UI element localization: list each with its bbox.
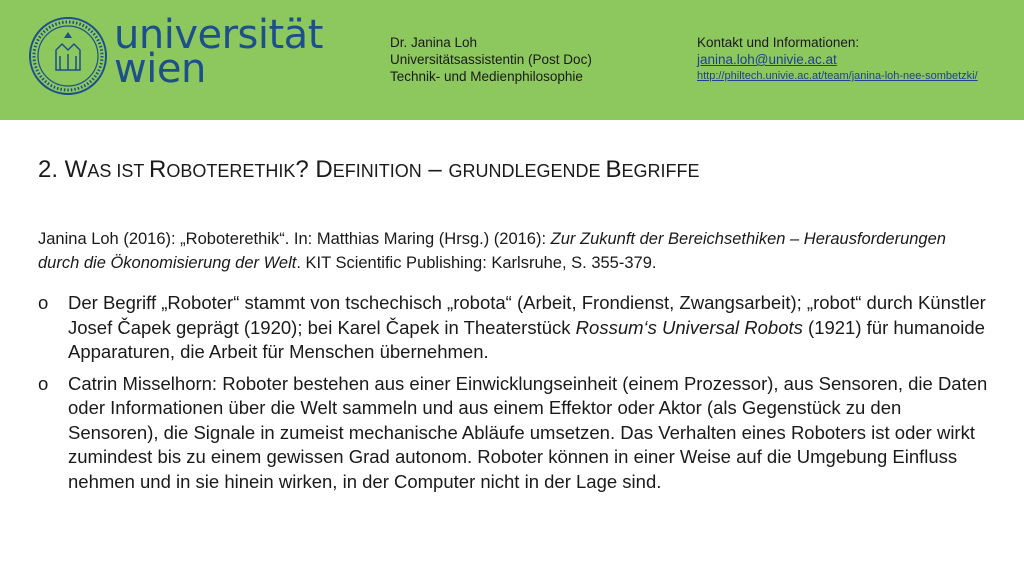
- university-logo: [114, 12, 323, 92]
- author-block: [390, 34, 592, 85]
- bullet-text: Catrin Misselhorn: Roboter bestehen aus einer Einwicklungseinheit (einem Prozessor), aus Sensoren, die Daten oder Informationen über die Welt sammeln und aus einem Effektor oder Aktor (als Gegenstück zu den Sensoren), die Signale in zumeist mechanische Abläufe umsetzen. Das Verhalten eines Roboters ist oder wirkt zumindest bis zu einem gewissen Grad autonom. Roboter können in einer Weise auf die Umgebung Einfluss nehmen und in sie hinein wirken, in der Computer nicht in der Lage sind.: [68, 372, 988, 492]
- university-seal-icon: [28, 16, 108, 96]
- bullet-italic: Rossum‘s Universal Robots: [575, 316, 803, 338]
- bullet-text-end: (1921) für humanoide Apparaturen, die Arbeit für Menschen übernehmen.: [68, 316, 985, 362]
- logo-line-2: wien: [114, 46, 206, 92]
- title-part: EGRIFFE: [621, 161, 700, 181]
- reference-text: Janina Loh (2016): „Roboterethik“. In: Matthias Maring (Hrsg.) (2016):: [38, 230, 551, 248]
- slide-title: [38, 156, 700, 184]
- list-item: [38, 291, 988, 365]
- bullet-mark: o: [38, 372, 49, 394]
- author-dept: Technik- und Medienphilosophie: [390, 69, 583, 84]
- contact-url-link[interactable]: http://philtech.univie.ac.at/team/janina-loh-nee-sombetzki/: [697, 70, 978, 82]
- title-part: OBOTERETHIK: [166, 161, 296, 181]
- author-name: Dr. Janina Loh: [390, 35, 478, 50]
- bullet-text: Der Begriff „Roboter“ stammt von tschechisch „robota“ (Arbeit, Frondienst, Zwangsarbeit); „robot“ durch Künstler Josef Čapek geprägt (1920); bei Karel Čapek in Theaterstück: [68, 292, 986, 338]
- reference-text-end: . KIT Scientific Publishing: Karlsruhe, S. 355-379.: [296, 254, 657, 272]
- title-part: –: [421, 156, 449, 183]
- contact-title: Kontakt und Informationen:: [697, 35, 860, 50]
- contact-block: [697, 34, 978, 85]
- bullet-mark: o: [38, 292, 49, 313]
- title-part: AS IST: [87, 161, 150, 181]
- contact-email-link[interactable]: janina.loh@univie.ac.at: [697, 52, 837, 67]
- logo-line-1: universität: [114, 12, 323, 58]
- title-part: 2. W: [38, 156, 88, 183]
- list-item: [38, 372, 988, 495]
- literature-reference: [38, 227, 988, 275]
- title-part: EFINITION: [332, 161, 422, 181]
- header-band: [0, 0, 1024, 120]
- bullet-list: [38, 291, 988, 501]
- reference-book-title: Zur Zukunft der Bereichsethiken – Herausforderungen durch die Ökonomisierung der Welt: [38, 230, 946, 272]
- title-part: ?: [295, 156, 316, 183]
- title-part: GRUNDLEGENDE: [448, 161, 606, 181]
- title-part: D: [315, 156, 333, 183]
- author-role: Universitätsassistentin (Post Doc): [390, 52, 592, 67]
- title-part: R: [149, 156, 167, 183]
- title-part: B: [605, 156, 622, 183]
